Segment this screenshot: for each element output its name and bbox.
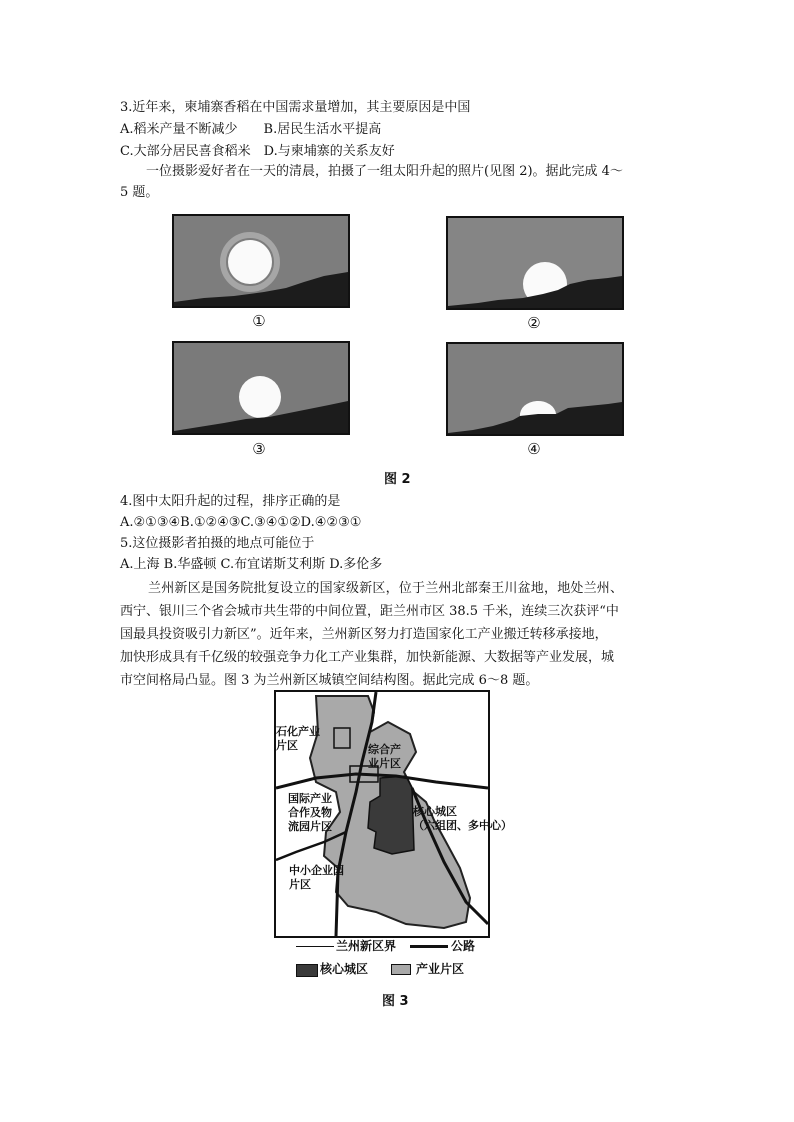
label-comprehensive: 综合产 业片区 <box>368 743 401 770</box>
q5-options: A.上海 B.华盛顿 C.布宜诺斯艾利斯 D.多伦多 <box>120 557 383 572</box>
label-international: 国际产业 合作及物 流园片区 <box>288 792 332 833</box>
q3-options-row1: A.稻米产量不断减少 B.居民生活水平提高 <box>120 122 382 137</box>
label-core: 核心城区 （六组团、多中心） <box>413 805 512 832</box>
lanzhou-intro-line4: 加快形成具有千亿级的较强竞争力化工产业集群，加快新能源、大数据等产业发展，城 <box>120 650 615 665</box>
label-petrochem: 石化产业 片区 <box>276 725 320 752</box>
q4-options: A.②①③④B.①②④③C.③④①②D.④②③① <box>120 515 362 530</box>
q3-stem: 3.近年来，柬埔寨香稻在中国需求量增加，其主要原因是中国 <box>120 100 471 115</box>
q3-options-row2: C.大部分居民喜食稻米 D.与柬埔寨的关系友好 <box>120 144 395 159</box>
lanzhou-intro-line1: 兰州新区是国务院批复设立的国家级新区，位于兰州北部秦王川盆地，地处兰州、 <box>148 581 624 596</box>
photo-label-2: ② <box>527 314 541 332</box>
legend-core-swatch <box>296 964 318 977</box>
legend-road-label: 公路 <box>451 939 476 953</box>
photo-label-4: ④ <box>527 440 541 458</box>
q4-stem: 4.图中太阳升起的过程，排序正确的是 <box>120 494 341 509</box>
photo-label-1: ① <box>252 312 266 330</box>
sun-photo-4 <box>446 342 624 436</box>
photo-label-3: ③ <box>252 440 266 458</box>
figure3-caption: 图 3 <box>382 994 409 1009</box>
legend-core-label: 核心城区 <box>320 962 369 976</box>
legend-road-line <box>410 945 448 948</box>
label-sme: 中小企业园 片区 <box>289 864 344 891</box>
q5-stem: 5.这位摄影者拍摄的地点可能位于 <box>120 536 315 551</box>
lanzhou-intro-line5: 市空间格局凸显。图 3 为兰州新区城镇空间结构图。据此完成 6～8 题。 <box>120 673 539 688</box>
sun-photo-2 <box>446 216 624 310</box>
sun-intro-line2: 5 题。 <box>120 185 159 200</box>
figure2-caption: 图 2 <box>384 472 411 487</box>
lanzhou-intro-line3: 国最具投资吸引力新区”。近年来，兰州新区努力打造国家化工产业搬迁转移承接地， <box>120 627 608 642</box>
sun-intro-line1: 一位摄影爱好者在一天的清晨，拍摄了一组太阳升起的照片(见图 2)。据此完成 4～ <box>146 164 623 179</box>
lanzhou-intro-line2: 西宁、银川三个省会城市共生带的中间位置，距兰州市区 38.5 千米，连续三次获评“中 <box>120 604 619 619</box>
legend-boundary-line <box>296 946 334 947</box>
legend-industry-label: 产业片区 <box>416 962 465 976</box>
sun-photo-3 <box>172 341 350 435</box>
sun-photo-1 <box>172 214 350 308</box>
legend-boundary-label: 兰州新区界 <box>336 939 397 953</box>
legend-industry-swatch <box>391 964 411 975</box>
